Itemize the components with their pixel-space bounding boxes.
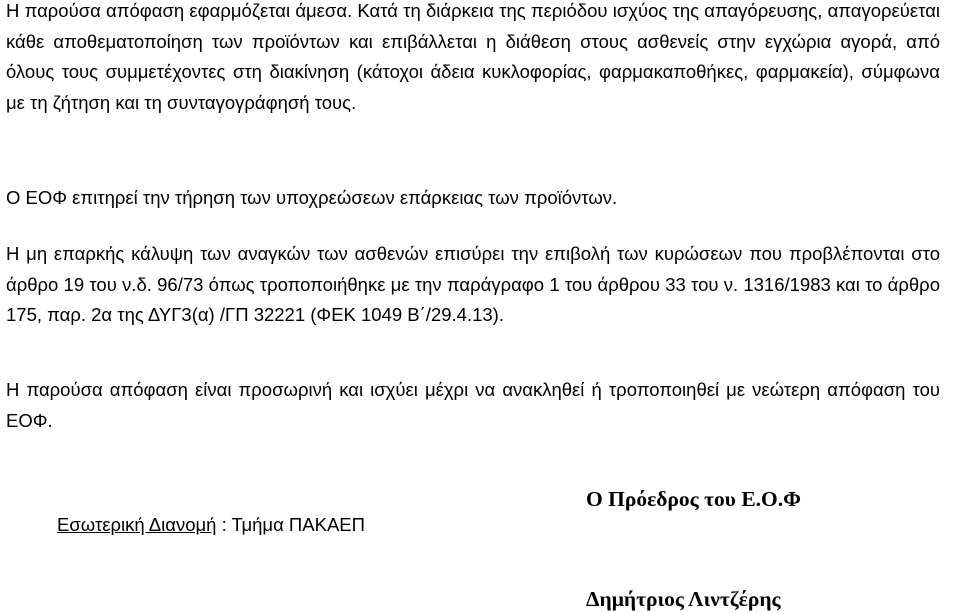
distribution-label: Εσωτερική Διανομή [57,514,217,535]
internal-distribution [57,512,365,538]
signatory-name: Δημήτριος Λιντζέρης [586,587,781,611]
distribution-separator: : [216,514,232,535]
distribution-value: Τμήμα ΠΑΚΑΕΠ [231,514,365,535]
paragraph-implementation: Η παρούσα απόφαση εφαρμόζεται άμεσα. Κατά τη διάρκεια της περιόδου ισχύος της απαγόρευσης, απαγορεύεται κάθε αποθεματοποίηση των προϊόντων και επιβάλλεται η διάθεση στους ασθενείς στην εγχώρια αγορά, από όλους τους συμμετέχοντες στη διακίνηση (κάτοχοι άδεια κυκλοφορίας, φαρμακαποθήκες, φαρμακεία), σύμφωνα με τη ζήτηση και τη συνταγογράφησή τους. [6,0,940,113]
signatory-title: Ο Πρόεδρος του Ε.Ο.Φ [586,487,801,511]
paragraph-sanctions: Η μη επαρκής κάλυψη των αναγκών των ασθενών επισύρει την επιβολή των κυρώσεων που προβλέπονται στο άρθρο 19 του ν.δ. 96/73 όπως τροποποιήθηκε με την παράγραφο 1 του άρθρου 33 του ν. 1316/1983 και το άρθρο 175, παρ. 2α της ΔΥΓ3(α) /ΓΠ 32221 (ΦΕΚ 1049 Β΄/29.4.13). [6,243,940,325]
paragraph-supervision: Ο ΕΟΦ επιτηρεί την τήρηση των υποχρεώσεων επάρκειας των προϊόντων. [6,187,618,208]
paragraph-validity: Η παρούσα απόφαση είναι προσωρινή και ισχύει μέχρι να ανακληθεί ή τροποποιηθεί με νεώτερη απόφαση του ΕΟΦ. [6,379,940,431]
